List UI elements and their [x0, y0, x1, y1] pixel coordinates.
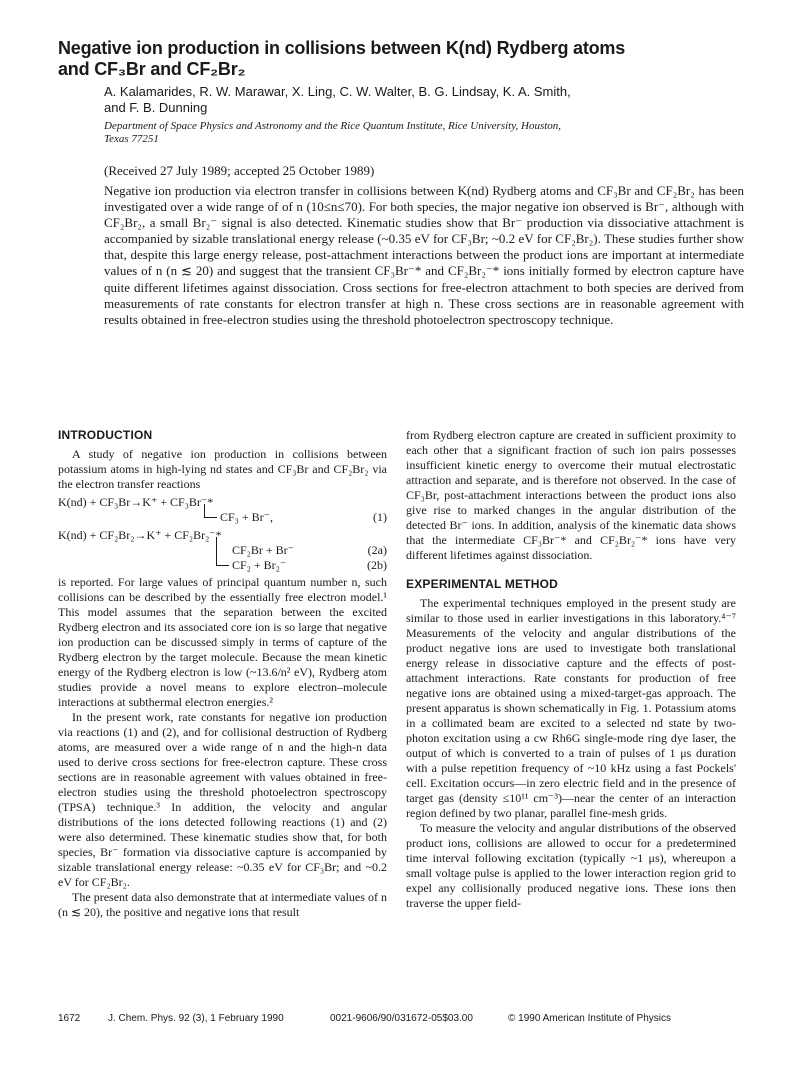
intro-paragraph-4: The present data also demonstrate that at intermediate values of n (n ≲ 20), the positive and negative ions that result: [58, 890, 387, 919]
intro-paragraph-2: is reported. For large values of principal quantum number n, such collisions can be described by the essentially free electron model.¹ This model assumes that the separation between the excited Rydberg electron and its associated core ion is so large that negative ion production can be discussed simply in terms of capture of the Rydberg electron by the target molecule. Because the mean kinetic energy of the Rydberg electron is low (~13.6/n² eV), Rydberg atom studies provide a novel means to explore electron–molecule interactions at subthermal electron energies.²: [58, 575, 387, 709]
affiliation: [104, 120, 744, 146]
equation-1-product: CF₃ + Br⁻,: [220, 510, 273, 524]
author-list: [104, 84, 664, 116]
section-heading-experimental: EXPERIMENTAL METHOD: [406, 577, 559, 591]
affiliation-line-1: Department of Space Physics and Astronomy and the Rice Quantum Institute, Rice University, Houston,: [104, 120, 562, 132]
article-title: [58, 38, 748, 80]
equation-1-number: (1): [373, 510, 387, 524]
received-date: (Received 27 July 1989; accepted 25 October 1989): [104, 163, 375, 178]
equation-1-main: K(nd) + CF₃Br→K⁺ + CF₃Br⁻*: [58, 495, 214, 509]
title-line-1: Negative ion production in collisions between K(nd) Rydberg atoms: [58, 38, 626, 58]
footer-journal: J. Chem. Phys. 92 (3), 1 February 1990: [108, 1013, 284, 1024]
right-column: [406, 428, 736, 911]
title-line-2: and CF₃Br and CF₂Br₂: [58, 59, 246, 79]
intro-paragraph-3: In the present work, rate constants for negative ion production via reactions (1) and (2), and for collisional destruction of Rydberg atoms, are measured over a wide range of n and the high-n data used to derive cross sections for free-electron capture. These cross sections are in reasonable agreement with values obtained in free-electron studies using the threshold photoelectron spectroscopy (TPSA) technique.³ In addition, the velocity and angular distributions of the ions detected following reactions (1) and (2) were also determined. These kinematic studies show that, for both species, Br⁻ formation via dissociative capture is accompanied by sizable translational energy release: ~0.35 eV for CF₃Br; and ~0.2 eV for CF₂Br₂.: [58, 710, 387, 889]
equation-2b-product: CF₂ + Br₂⁻: [232, 558, 287, 572]
footer-copyright: © 1990 American Institute of Physics: [508, 1013, 672, 1024]
equation-2b: [58, 558, 387, 573]
affiliation-line-2: Texas 77251: [104, 133, 159, 145]
method-paragraph-1: The experimental techniques employed in the present study are similar to those used in earlier investigations in this laboratory.⁴⁻⁷ Measurements of the velocity and angular distributions of the product negative ions are used to investigate both translational energy release in dissociative capture and the effects of post-attachment interactions. Rate constants for production of free negative ions are obtained using a mixed-target-gas approach. The present apparatus is shown schematically in Fig. 1. Potassium atoms in a collimated beam are excited to a selected nd state by two-photon excitation using a cw Rh6G single-mode ring dye laser, the output of which is converted to a train of pulses of 1 μs duration with a pulse repetition frequency of ~10 kHz using a fast Pockels' cell. Excitation occurs—in zero electric field and in the presence of target gas (density ≤10¹¹ cm⁻³)—near the center of an interaction region defined by two planar, parallel fine-mesh grids.: [406, 596, 736, 820]
intro-paragraph-1: A study of negative ion production in collisions between potassium atoms in high-lying nd states and CF₃Br and CF₂Br₂ via the electron transfer reactions: [58, 447, 387, 491]
equation-2b-number: (2b): [367, 558, 387, 572]
equation-1: [58, 495, 387, 510]
equation-1-products: [58, 510, 387, 525]
equation-2a: [58, 543, 387, 558]
authors-line-2: and F. B. Dunning: [104, 100, 208, 115]
equation-2a-number: (2a): [367, 543, 387, 557]
abstract: Negative ion production via electron transfer in collisions between K(nd) Rydberg atoms and CF₃Br and CF₂Br₂ has been investigated over a wide range of of n (10≤n≤70). For both species, the major negative ion observed is Br⁻, although with CF₂Br₂, a small Br₂⁻ signal is also detected. Kinematic studies show that Br⁻ production via dissociative attachment is accompanied by sizable translational energy release (~0.35 eV for CF₃Br; ~0.2 eV for CF₂Br₂). These studies further show that, despite this large energy release, post-attachment interactions between the product ions are important at intermediate values of n (n ≲ 20) and suggest that the transient CF₃Br⁻* and CF₂Br₂⁻* ions initially formed by electron capture have quite different lifetimes against dissociation. Cross sections for free-electron attachment to both species are derived from measurements of rate constants for electron transfer at high n. These cross sections are in reasonable agreement with results obtained in free-electron studies using the threshold photoelectron spectroscopy technique.: [104, 183, 744, 327]
equation-2a-product: CF₂Br + Br⁻: [232, 543, 294, 557]
reaction-equations: [58, 495, 387, 573]
section-heading-introduction: INTRODUCTION: [58, 428, 153, 442]
footer-page-number: 1672: [58, 1013, 81, 1024]
authors-line-1: A. Kalamarides, R. W. Marawar, X. Ling, C. W. Walter, B. G. Lindsay, K. A. Smith,: [104, 84, 571, 99]
method-paragraph-2: To measure the velocity and angular distributions of the observed product ions, collisions are allowed to occur for a predetermined time interval following excitation (typically ~1 μs), whereupon a small voltage pulse is applied to the lower interaction region grid to expel any collisionally produced negative ions. These ions then traverse the upper field-: [406, 821, 736, 910]
equation-2-main: K(nd) + CF₂Br₂→K⁺ + CF₂Br₂⁻*: [58, 528, 222, 542]
footer-code: 0021-9606/90/031672-05$03.00: [330, 1013, 473, 1024]
equation-1-arrow: [204, 504, 217, 518]
intro-paragraph-5: from Rydberg electron capture are created in sufficient proximity to each other that a significant fraction of such ion pairs possesses insufficient kinetic energy to overcome their mutual electrostatic attraction and separate, and is therefore not observed. In the case of CF₃Br, post-attachment interactions between the product ions also give rise to marked changes in the angular distribution of the detected Br⁻ ions. In addition, analysis of the kinematic data shows that the intermediate CF₃Br⁻* and CF₂Br₂⁻* ions have very different lifetimes against dissociation.: [406, 428, 736, 562]
left-column: [58, 428, 387, 920]
